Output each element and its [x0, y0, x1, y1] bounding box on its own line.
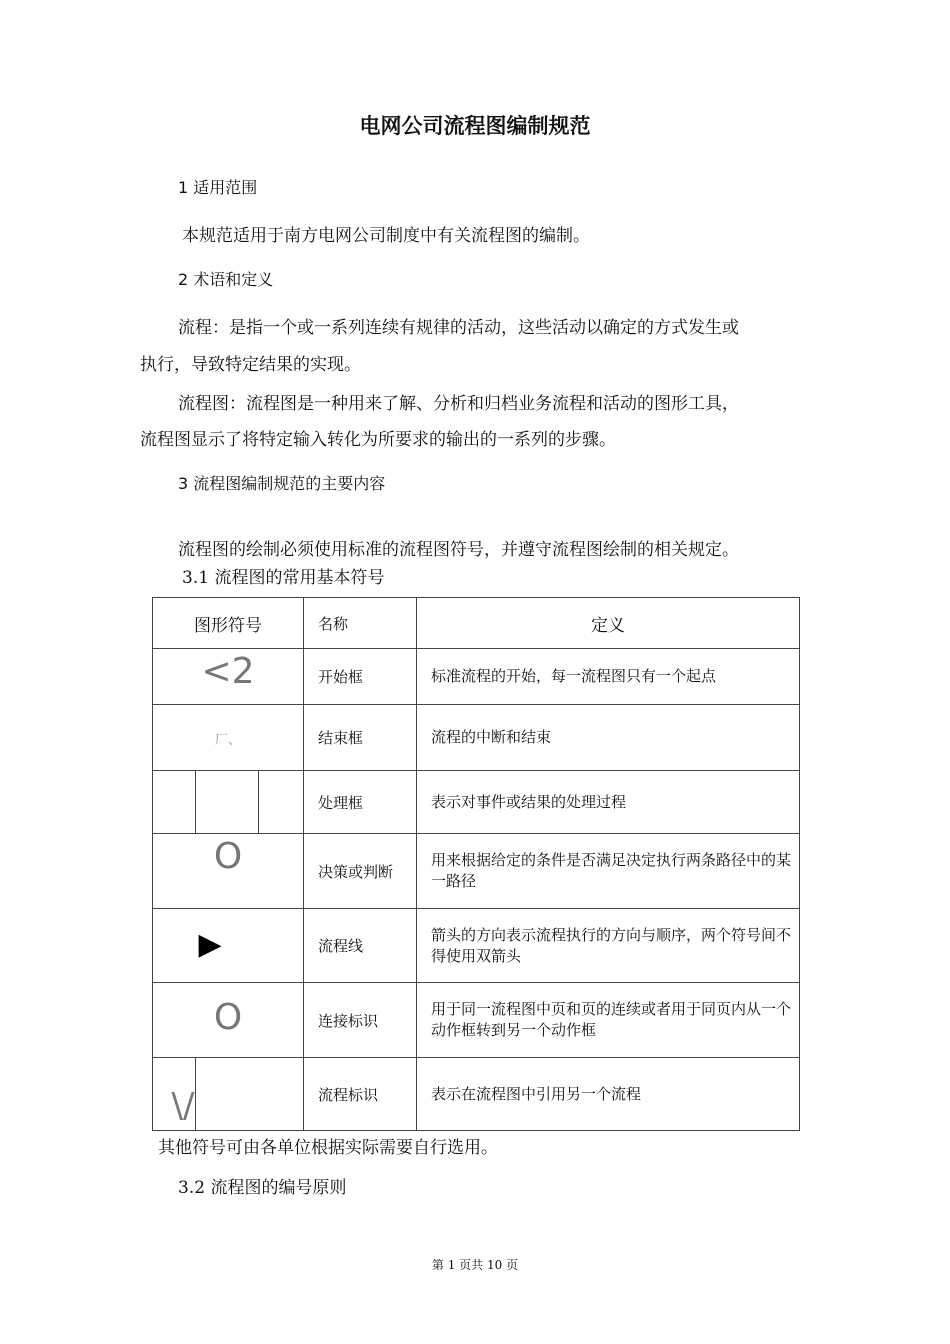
table-row	[153, 909, 800, 983]
arrow-icon: ▶	[198, 927, 222, 962]
process-symbol-right-line	[258, 771, 259, 833]
table-row	[153, 834, 800, 909]
flow-reference-symbol: \/	[171, 1086, 195, 1126]
table-cell-definition: 表示对事件或结果的处理过程	[417, 771, 800, 834]
symbol-table	[152, 597, 800, 1131]
table-row	[153, 705, 800, 771]
table-cell-name: 连接标识	[304, 983, 417, 1058]
table-row	[153, 649, 800, 705]
section-2-heading: 2 术语和定义	[178, 270, 274, 289]
table-cell-definition: 流程的中断和结束	[417, 705, 800, 771]
table-cell-definition: 用来根据给定的条件是否满足决定执行两条路径中的某一路径	[417, 834, 800, 909]
decision-symbol: O	[213, 836, 243, 877]
section-1-text: 本规范适用于南方电网公司制度中有关流程图的编制。	[182, 226, 590, 246]
connector-symbol: O	[213, 997, 243, 1038]
section-2-paragraph-1-line-2: 执行，导致特定结果的实现。	[140, 355, 361, 375]
connector-symbol-cell	[153, 983, 304, 1058]
table-cell-name: 处理框	[304, 771, 417, 834]
header-definition: 定义	[417, 598, 800, 649]
header-symbol: 图形符号	[153, 598, 304, 649]
start-symbol: <2	[201, 651, 255, 692]
section-3-heading: 3 流程图编制规范的主要内容	[178, 474, 386, 493]
table-header-row	[153, 598, 800, 649]
table-cell-name: 开始框	[304, 649, 417, 705]
end-symbol-cell	[153, 705, 304, 771]
table-cell-definition: 表示在流程图中引用另一个流程	[417, 1058, 800, 1131]
page-title: 电网公司流程图编制规范	[359, 114, 591, 138]
table-row	[153, 771, 800, 834]
header-name: 名称	[304, 598, 417, 649]
table-cell-name: 流程线	[304, 909, 417, 983]
table-cell-name: 决策或判断	[304, 834, 417, 909]
table-cell-definition: 用于同一流程图中页和页的连续或者用于同页内从一个动作框转到另一个动作框	[417, 983, 800, 1058]
end-symbol: 厂、	[214, 733, 241, 748]
page-footer: 第 1 页共 10 页	[431, 1258, 519, 1272]
table-cell-definition: 箭头的方向表示流程执行的方向与顺序，两个符号间不得使用双箭头	[417, 909, 800, 983]
flow-line-symbol-cell	[153, 909, 304, 983]
section-3-text: 流程图的绘制必须使用标准的流程图符号，并遵守流程图绘制的相关规定。	[178, 540, 739, 560]
decision-symbol-cell	[153, 834, 304, 909]
process-symbol-left-line	[195, 771, 196, 833]
table-row	[153, 1058, 800, 1131]
after-table-note: 其他符号可由各单位根据实际需要自行选用。	[158, 1138, 498, 1158]
start-symbol-cell	[153, 649, 304, 705]
flow-reference-symbol-cell	[153, 1058, 304, 1131]
table-cell-name: 结束框	[304, 705, 417, 771]
table-row	[153, 983, 800, 1058]
section-2-paragraph-1-line-1: 流程：是指一个或一系列连续有规律的活动，这些活动以确定的方式发生或	[178, 318, 739, 338]
section-1-heading: 1 适用范围	[178, 178, 258, 197]
table-cell-definition: 标准流程的开始，每一流程图只有一个起点	[417, 649, 800, 705]
section-2-paragraph-2-line-1: 流程图：流程图是一种用来了解、分析和归档业务流程和活动的图形工具，	[178, 394, 739, 414]
process-symbol-cell	[153, 771, 304, 834]
table-cell-name: 流程标识	[304, 1058, 417, 1131]
section-3-2-heading: 3.2 流程图的编号原则	[178, 1178, 347, 1198]
section-2-paragraph-2-line-2: 流程图显示了将特定输入转化为所要求的输出的一系列的步骤。	[140, 430, 616, 450]
section-3-1-heading: 3.1 流程图的常用基本符号	[182, 568, 385, 588]
